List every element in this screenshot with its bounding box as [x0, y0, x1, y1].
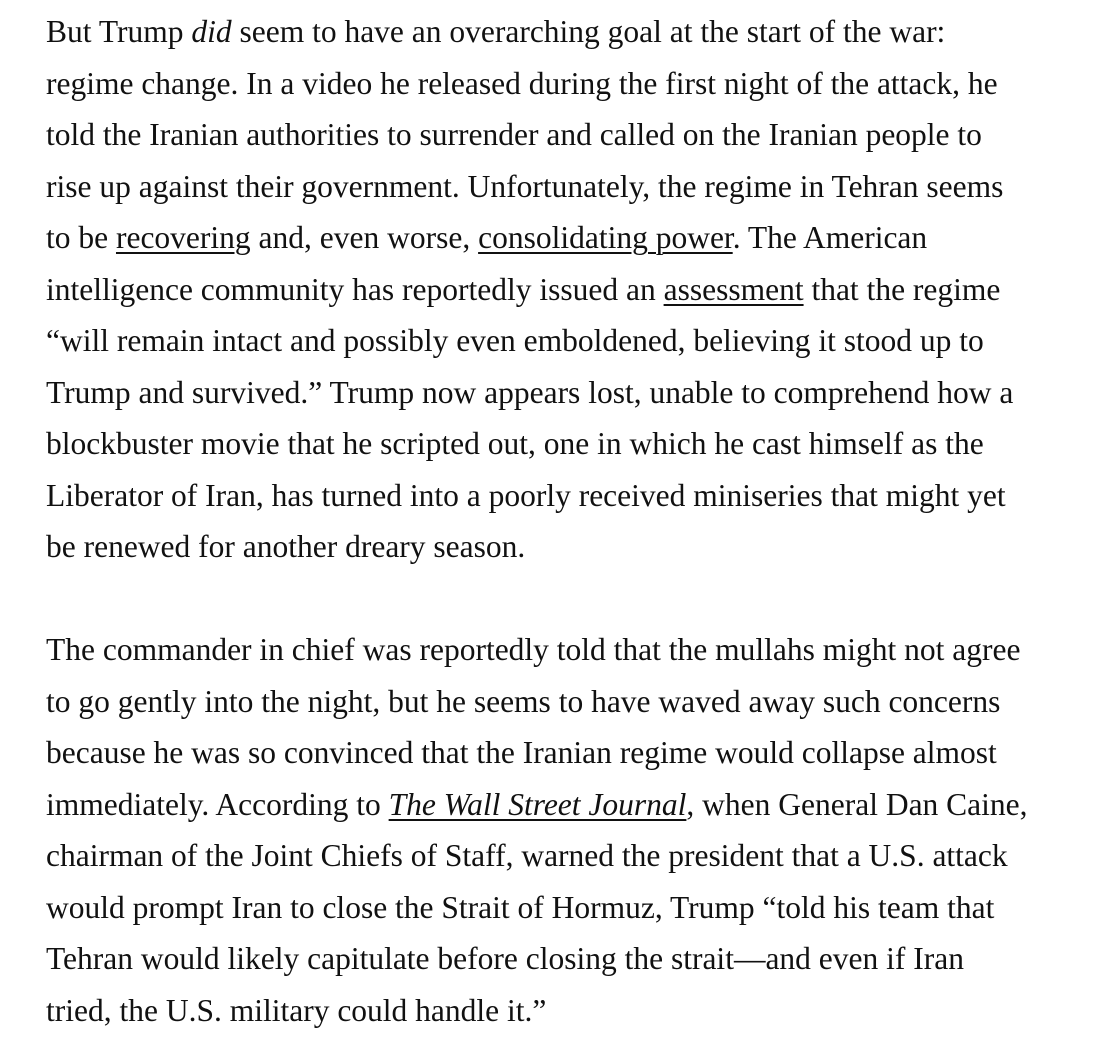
- text-line: [46, 985, 1086, 1037]
- text-line: [46, 727, 1086, 779]
- text-line: [46, 830, 1086, 882]
- text-run: The commander in chief was reportedly told that the mullahs might not agree: [46, 632, 1021, 667]
- text-line: [46, 264, 1086, 316]
- text-run: seem to have an overarching goal at the start of the war:: [231, 14, 946, 49]
- text-run: But Trump: [46, 14, 192, 49]
- text-run: chairman of the Joint Chiefs of Staff, warned the president that a U.S. attack: [46, 838, 1008, 873]
- article-body: [46, 6, 1086, 1036]
- text-line: [46, 676, 1086, 728]
- text-line: [46, 161, 1086, 213]
- paragraph: [46, 624, 1086, 1036]
- text-line: [46, 315, 1086, 367]
- emphasis-text: did: [191, 14, 232, 49]
- text-run: , when General Dan Caine,: [686, 786, 1028, 822]
- text-run: regime change. In a video he released during the first night of the attack, he: [46, 65, 998, 101]
- text-line: [46, 624, 1086, 676]
- text-run: . The American: [732, 220, 928, 255]
- text-line: [46, 470, 1086, 522]
- link-consolidating-power[interactable]: consolidating power: [478, 220, 733, 255]
- text-run: Tehran would likely capitulate before closing the strait—and even if Iran: [46, 941, 964, 976]
- text-line: [46, 933, 1086, 985]
- text-line: [46, 212, 1086, 264]
- text-line: [46, 521, 1086, 573]
- text-run: told the Iranian authorities to surrender and called on the Iranian people to: [46, 117, 982, 152]
- text-run: would prompt Iran to close the Strait of Hormuz, Trump “told his team that: [46, 889, 995, 925]
- text-run: “will remain intact and possibly even emboldened, believing it stood up to: [46, 323, 984, 358]
- text-line: [46, 779, 1086, 831]
- text-run: because he was so convinced that the Iranian regime would collapse almost: [46, 735, 997, 770]
- text-run: immediately. According to: [46, 786, 389, 822]
- text-run: be renewed for another dreary season.: [46, 529, 526, 564]
- text-line: [46, 367, 1086, 419]
- text-run: blockbuster movie that he scripted out, one in which he cast himself as the: [46, 426, 984, 461]
- text-run: to go gently into the night, but he seems to have waved away such concerns: [46, 683, 1001, 719]
- text-run: rise up against their government. Unfortunately, the regime in Tehran seems: [46, 168, 1004, 204]
- link-recovering[interactable]: recovering: [115, 220, 251, 255]
- text-run: Liberator of Iran, has turned into a poorly received miniseries that might yet: [46, 477, 1006, 513]
- text-run: Trump and survived.” Trump now appears lost, unable to comprehend how a: [46, 374, 1014, 410]
- text-run: to be: [46, 220, 116, 255]
- text-line: [46, 109, 1086, 161]
- text-run: that the regime: [803, 271, 1001, 307]
- link-assessment[interactable]: assessment: [663, 271, 804, 307]
- link-wall-street-journal[interactable]: The Wall Street Journal: [388, 786, 687, 822]
- text-run: and, even worse,: [250, 220, 479, 255]
- text-line: [46, 58, 1086, 110]
- text-line: [46, 6, 1086, 58]
- paragraph: [46, 6, 1086, 573]
- text-line: [46, 418, 1086, 470]
- text-line: [46, 882, 1086, 934]
- text-run: intelligence community has reportedly issued an: [46, 271, 664, 307]
- text-run: tried, the U.S. military could handle it.”: [46, 992, 547, 1028]
